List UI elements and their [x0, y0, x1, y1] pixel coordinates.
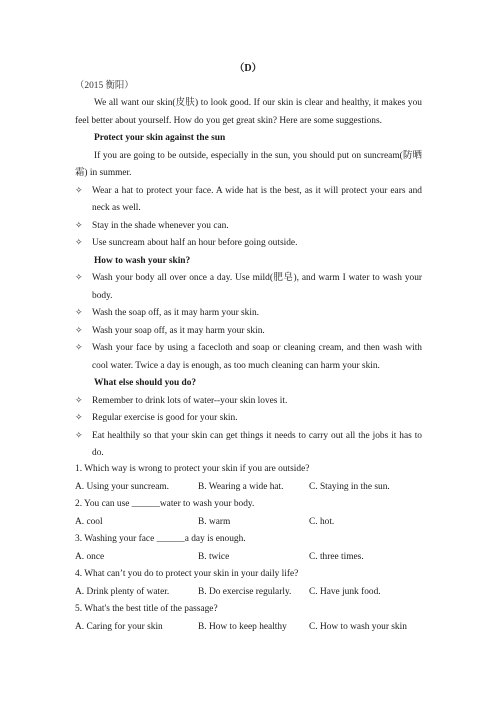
list-item	[75, 410, 422, 428]
option-a: A. Drink plenty of water.	[75, 586, 170, 597]
section-title: How to wash your skin?	[94, 255, 191, 266]
question-text: 2. You can use ______water to wash your body.	[75, 499, 255, 509]
question-options	[75, 479, 422, 497]
option-b: B. warm	[198, 516, 231, 527]
list-item-text: Stay in the shade whenever you can.	[92, 220, 229, 231]
option-a: A. Using your suncream.	[75, 481, 169, 492]
list-item-text: Use suncream about half an hour before going outside.	[92, 238, 298, 248]
list-item-text: Wear a hat to protect your face. A wide hat is the best, as it will protect your ears and neck as well.	[92, 185, 422, 213]
section-paragraph: If you are going to be outside, especially in the sun, you should put on suncream(防晒霜) in summer.	[75, 150, 422, 178]
diamond-bullet-icon: ✧	[75, 395, 83, 406]
list-item-text: Wash your soap off, as it may harm your skin.	[92, 325, 265, 336]
diamond-bullet-icon: ✧	[75, 238, 83, 248]
question-options	[75, 549, 422, 567]
option-b: B. Wearing a wide hat.	[198, 481, 284, 492]
list-item-text: Wash your face by using a facecloth and soap or cleaning cream, and then wash with cool water. Twice a day is enough, as too much cleaning can harm your skin.	[92, 343, 422, 371]
diamond-bullet-icon: ✧	[75, 220, 83, 231]
list-item	[75, 393, 422, 411]
list-item	[75, 235, 422, 253]
list-item	[75, 218, 422, 236]
question-options	[75, 514, 422, 532]
questions	[75, 461, 422, 636]
section-title: Protect your skin against the sun	[94, 133, 226, 143]
option-b: B. twice	[198, 551, 230, 562]
passage-body	[75, 95, 422, 463]
question-text: 3. Washing your face ______a day is enough.	[75, 534, 246, 544]
list-item-text: Regular exercise is good for your skin.	[92, 413, 238, 423]
diamond-bullet-icon: ✧	[75, 430, 83, 441]
question-text: 5. What's the best title of the passage?	[75, 604, 218, 614]
option-c: C. three times.	[309, 551, 364, 562]
list-item-text: Eat healthily so that your skin can get things it needs to carry out all the jobs it has to do.	[92, 430, 422, 458]
question-options	[75, 584, 422, 602]
question-options	[75, 619, 422, 637]
passage-heading: （D）	[234, 63, 262, 74]
option-c: C. How to wash your skin	[309, 621, 407, 632]
list-item-text: Wash your body all over once a day. Use mild(肥皂), and warm I water to wash your body.	[92, 273, 422, 301]
list-item	[75, 270, 422, 305]
option-c: C. Have junk food.	[309, 586, 381, 597]
diamond-bullet-icon: ✧	[75, 413, 83, 423]
option-a: A. cool	[75, 516, 103, 527]
list-item	[75, 305, 422, 323]
option-a: A. once	[75, 551, 105, 562]
intro-paragraph: We all want our skin(皮肤) to look good. If our skin is clear and healthy, it makes you feel better about yourself. How do you get great skin? Here are some suggestions.	[75, 98, 422, 126]
option-b: B. Do exercise regularly.	[198, 586, 292, 597]
section-title: What else should you do?	[94, 378, 197, 388]
list-item	[75, 340, 422, 375]
diamond-bullet-icon: ✧	[75, 308, 83, 318]
list-item	[75, 323, 422, 341]
diamond-bullet-icon: ✧	[75, 343, 83, 353]
option-a: A. Caring for your skin	[75, 621, 163, 632]
diamond-bullet-icon: ✧	[75, 185, 83, 196]
list-item-text: Remember to drink lots of water--your skin loves it.	[92, 395, 288, 406]
option-c: C. hot.	[309, 516, 335, 527]
option-c: C. Staying in the sun.	[309, 481, 390, 492]
source-label: （2015 衡阳）	[75, 81, 134, 91]
question-text: 4. What can’t you do to protect your skin in your daily life?	[75, 569, 299, 579]
question-text: 1. Which way is wrong to protect your skin if you are outside?	[75, 464, 310, 474]
list-item-text: Wash the soap off, as it may harm your skin.	[92, 308, 260, 318]
list-item	[75, 428, 422, 463]
diamond-bullet-icon: ✧	[75, 325, 83, 336]
diamond-bullet-icon: ✧	[75, 273, 83, 283]
option-b: B. How to keep healthy	[198, 621, 287, 632]
list-item	[75, 183, 422, 218]
